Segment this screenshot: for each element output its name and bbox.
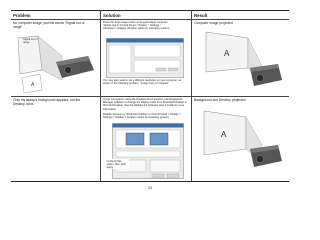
row1-problem: No computer image, just the words "Signal out of range": [13, 21, 85, 29]
page-number: 14: [148, 186, 152, 190]
display-dropdown: [116, 151, 180, 157]
projector-lens-icon: [65, 67, 72, 74]
table-bottom-rule: [11, 181, 289, 182]
header-problem: Problem: [13, 12, 31, 18]
signal-callout: Signal out of range: [23, 38, 38, 44]
header-solution: Solution: [103, 12, 121, 18]
row1-solution-a: Press the Auto Image button on keypad adjust computer refresh rate in Control Panel > Display > Settings > Advanced > Adapter (location varies by operating system): [103, 21, 170, 31]
adapter-info-panel: [134, 45, 180, 57]
row2-result-letter: A: [221, 130, 227, 139]
row1-solution-screenshot: [106, 38, 184, 78]
row-divider: [11, 96, 289, 97]
dialog-title-bar: [113, 124, 184, 128]
row2-solution-a: If your computer is using the DisplayLink connection, use DisplayLink Manager software to change the display mode from Extended Desktop to Mirrored Desktop. See the DisplayLink Software User's Guide for more information.: [103, 98, 187, 111]
color-quality-panel: [150, 160, 180, 172]
row2-problem: Only my laptop's background appears, not the Desktop icons: [13, 98, 81, 106]
projector-lens-icon: [256, 155, 263, 162]
projector-lens-icon: [256, 74, 263, 81]
row1-result-letter: A: [224, 49, 230, 58]
settings-list-panel: [109, 45, 131, 73]
header-result: Result: [194, 12, 208, 18]
ok-button-icon: [156, 68, 166, 71]
row1-result: Computer image projected: [194, 21, 233, 25]
monitor-2-icon: [150, 133, 168, 145]
monitor-preview-panel: [116, 130, 180, 148]
row2-solution-b: Disable "Extend my Windows Desktop" in Control Panel > Display > Settings > Display 2 (location varies by operating system): [103, 113, 181, 120]
row1-result-figure: [196, 28, 286, 94]
monitor-1-icon: [126, 133, 144, 145]
row1-problem-letter: A: [31, 82, 35, 88]
cancel-button-icon: [168, 68, 178, 71]
row2-solution-screenshot: [112, 123, 184, 179]
uncheck-callout: Uncheck this option, then click Apply: [106, 159, 129, 169]
apply-button-icon: [167, 174, 179, 178]
light-beam: [38, 36, 62, 80]
dialog-title-bar: [107, 39, 184, 43]
row2-result-figure: [196, 105, 286, 175]
header-rule: [11, 19, 289, 20]
table-top-rule: [11, 10, 289, 11]
ok-button-icon: [152, 174, 164, 178]
column-divider-2: [191, 10, 192, 181]
row1-solution-b: You may also need to set a different resolution on your computer, as shown in the following problem, "image fuzzy or cropped": [103, 79, 182, 86]
column-divider-1: [100, 10, 101, 181]
row2-result: Background and Desktop projected: [194, 98, 246, 102]
